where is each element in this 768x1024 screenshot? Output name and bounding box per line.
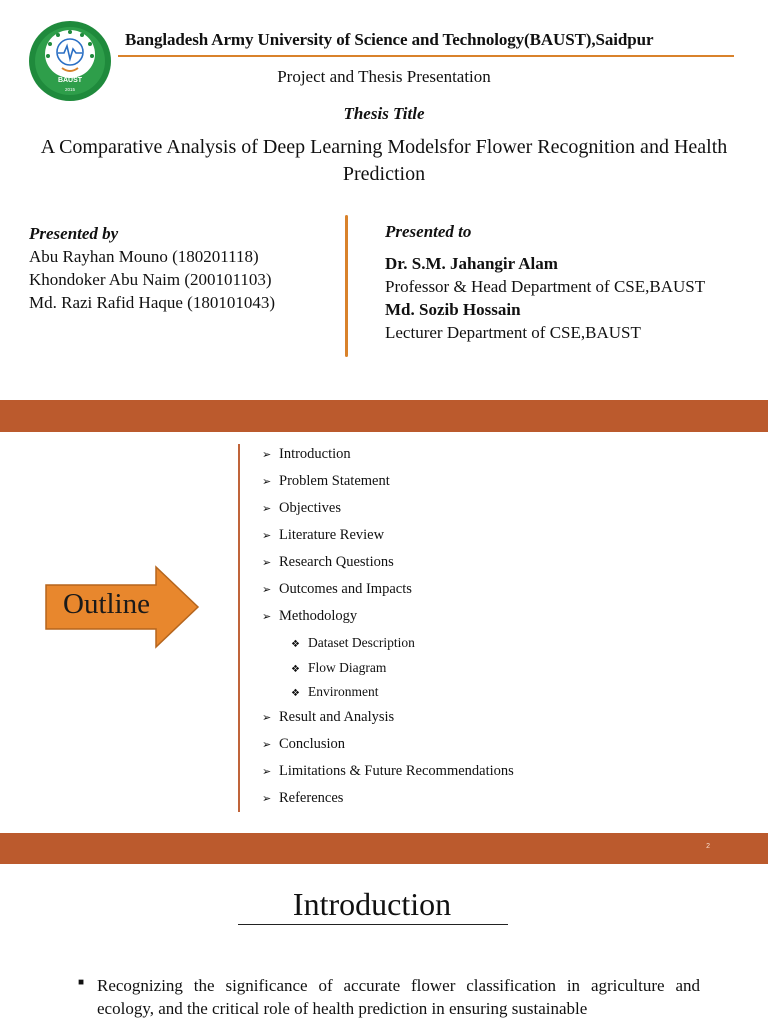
supervisor-role: Professor & Head Department of CSE,BAUST (385, 277, 706, 296)
bullet-text: Recognizing the significance of accurate flower classification in agriculture and ecology, and the critical role of health prediction in ensuring sustainable (97, 976, 700, 1018)
thesis-title: A Comparative Analysis of Deep Learning Modelsfor Flower Recognition and Health Prediction (40, 136, 728, 185)
outline-item: ➢ Limitations & Future Recommendations (262, 762, 514, 779)
outline-subitem: ❖ Environment (262, 683, 514, 708)
outline-label: Outline (63, 588, 150, 620)
outline-item: ➢ Research Questions (262, 554, 394, 570)
arrow-bullet-icon: ➢ (262, 502, 272, 515)
svg-text:2015: 2015 (64, 87, 76, 92)
presented-to-block (385, 220, 705, 344)
co-supervisor-name: Md. Sozib Hossain (385, 300, 521, 319)
arrow-bullet-icon: ➢ (262, 710, 272, 724)
outline-item: ➢ References (262, 789, 344, 806)
outline-subitem: ❖ Dataset Description (262, 634, 514, 659)
outline-item: ➢ Literature Review (262, 527, 385, 543)
presented-by-heading: Presented by (29, 224, 119, 243)
arrow-bullet-icon: ➢ (262, 764, 272, 778)
diamond-bullet-icon: ❖ (291, 688, 300, 699)
outline-list (262, 445, 514, 816)
outline-item: ➢ Introduction (262, 446, 351, 462)
outline-item: ➢ Result and Analysis (262, 708, 395, 725)
arrow-bullet-icon: ➢ (262, 556, 272, 569)
co-supervisor-role: Lecturer Department of CSE,BAUST (385, 323, 641, 342)
title-slide (0, 0, 768, 400)
page-number: 2 (706, 843, 710, 850)
introduction-slide (0, 864, 768, 1024)
outline-item: ➢ Problem Statement (262, 473, 390, 489)
presenter-name: Khondoker Abu Naim (200101103) (29, 270, 272, 289)
presentation-subtitle: Project and Thesis Presentation (277, 67, 491, 86)
presenter-name: Md. Razi Rafid Haque (180101043) (29, 293, 275, 312)
svg-text:BAUST: BAUST (57, 77, 83, 84)
supervisor-name: Dr. S.M. Jahangir Alam (385, 254, 558, 273)
arrow-bullet-icon: ➢ (262, 529, 272, 542)
diamond-bullet-icon: ❖ (291, 663, 300, 675)
arrow-bullet-icon: ➢ (262, 791, 272, 805)
baust-logo (28, 20, 112, 102)
diamond-bullet-icon: ❖ (291, 639, 300, 650)
slide-footer-band (0, 833, 768, 864)
thesis-title-label: Thesis Title (343, 104, 425, 123)
slide-header-band (0, 400, 768, 432)
outline-item: ➢ Conclusion (262, 735, 346, 752)
presenter-name: Abu Rayhan Mouno (180201118) (29, 247, 259, 266)
outline-slide (0, 432, 768, 833)
square-bullet-icon: ■ (78, 977, 85, 988)
presented-to-heading: Presented to (385, 222, 472, 241)
outline-item: ➢ Outcomes and Impacts (262, 581, 412, 597)
vertical-divider (345, 215, 348, 357)
arrow-bullet-icon: ➢ (262, 583, 272, 596)
presented-by-block (29, 222, 275, 314)
outline-divider (238, 444, 240, 812)
outline-subitem: ❖ Flow Diagram (262, 659, 514, 684)
slide-title: Introduction (292, 886, 452, 922)
outline-item: ➢ Methodology (262, 608, 358, 624)
university-name: Bangladesh Army University of Science and Technology(BAUST),Saidpur (125, 30, 654, 49)
arrow-bullet-icon: ➢ (262, 610, 272, 623)
title-underline (238, 924, 508, 925)
arrow-bullet-icon: ➢ (262, 475, 272, 488)
outline-item: ➢ Objectives (262, 500, 342, 516)
arrow-bullet-icon: ➢ (262, 737, 272, 751)
header-rule (118, 55, 734, 57)
arrow-bullet-icon: ➢ (262, 448, 272, 461)
